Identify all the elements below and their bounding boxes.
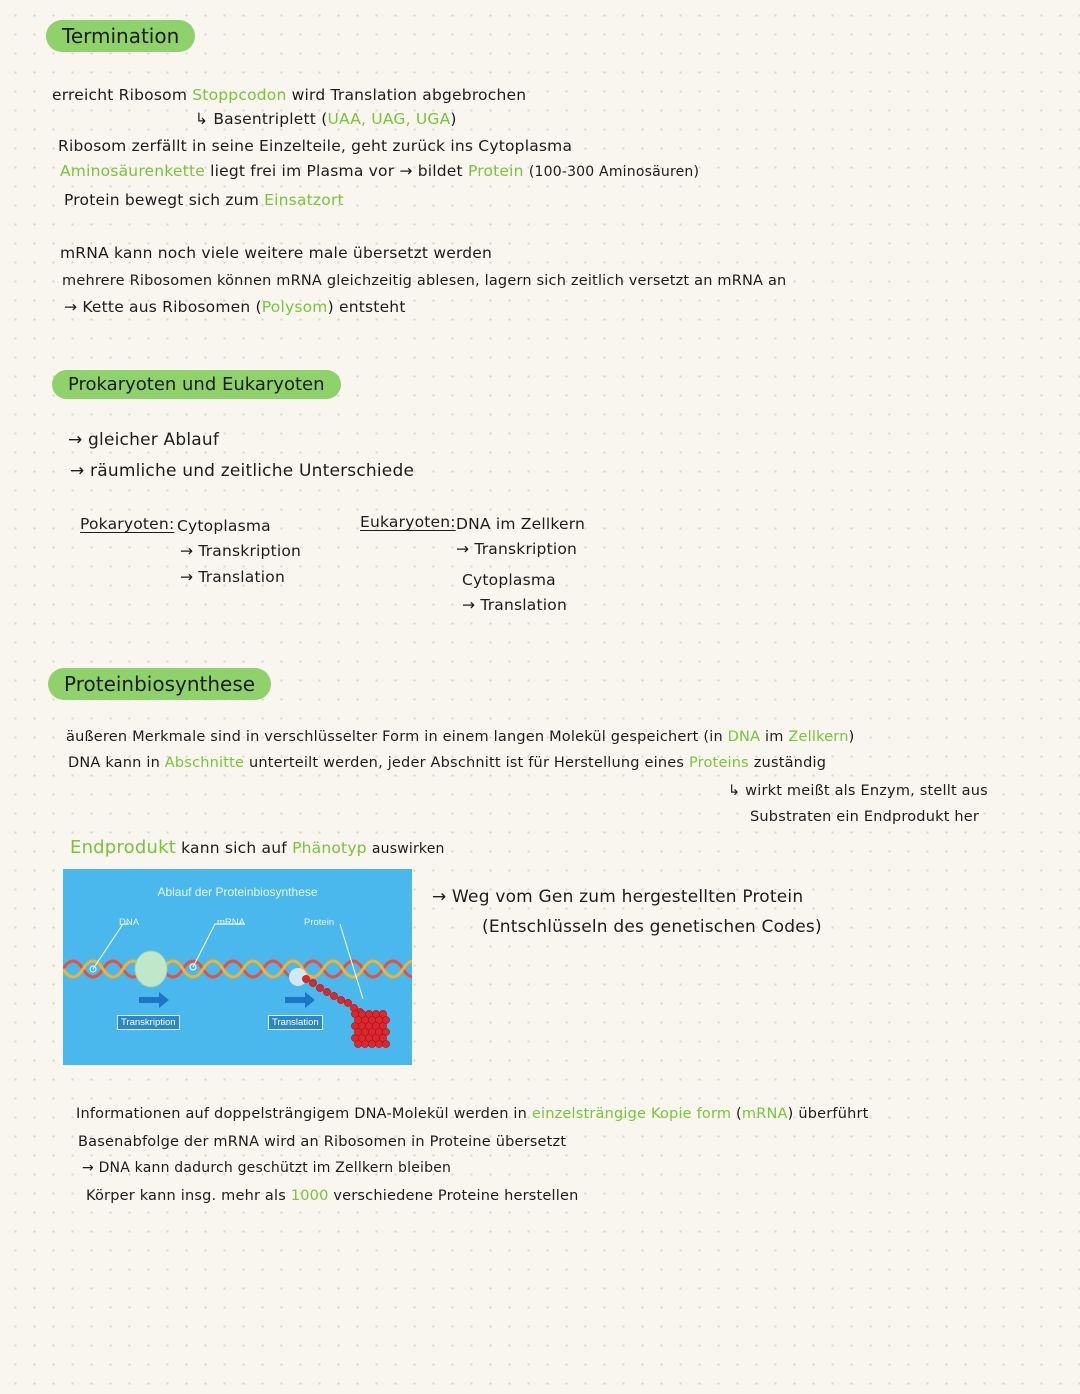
text: → Kette aus Ribosomen ( <box>64 298 262 316</box>
text: äußeren Merkmale sind in verschlüsselter Form in einem langen Molekül gespeichert (in <box>66 729 723 745</box>
text-line: mRNA kann noch viele weitere male übersetzt werden <box>60 244 493 262</box>
text-line <box>86 1188 578 1204</box>
text-line: Ribosom zerfällt in seine Einzelteile, geht zurück ins Cytoplasma <box>58 137 573 155</box>
protein-bead <box>337 996 344 1003</box>
highlight-term: Abschnitte <box>164 755 245 771</box>
text-line: → Transkription <box>456 540 578 558</box>
text: ) <box>848 729 855 745</box>
protein-bead <box>316 984 323 991</box>
text-line: ↳ wirkt meißt als Enzym, stellt aus <box>728 783 988 799</box>
heading-prok-euk: Prokaryoten und Eukaryoten <box>52 370 341 399</box>
arrow-translation <box>285 992 315 1008</box>
text-line: Substraten ein Endprodukt her <box>750 809 980 825</box>
text-line <box>195 110 457 128</box>
highlight-term: Zellkern <box>788 729 849 745</box>
figure-tag-translation: Translation <box>268 1015 323 1030</box>
text-line <box>76 1106 869 1122</box>
text: ) entsteht <box>327 298 406 316</box>
highlight-term: einzelsträngige Kopie form <box>531 1106 732 1122</box>
heading-proteinbiosynthese: Proteinbiosynthese <box>48 668 271 700</box>
highlight-term: 1000 <box>290 1188 329 1204</box>
highlight-term: Einsatzort <box>264 191 344 209</box>
text: unterteilt werden, jeder Abschnitt ist für Herstellung eines <box>248 755 685 771</box>
highlight-term: Polysom <box>261 298 328 316</box>
polymerase <box>135 951 167 987</box>
text-line: → Translation <box>180 568 285 586</box>
text-line: Basenabfolge der mRNA wird an Ribosomen in Proteine übersetzt <box>78 1134 567 1150</box>
heading-termination: Termination <box>46 20 195 52</box>
protein-bead <box>302 975 309 982</box>
text-line: → Transkription <box>180 542 302 560</box>
prokaryoten-title: Pokaryoten: <box>80 515 175 533</box>
text-line: Cytoplasma <box>177 517 271 535</box>
text: auswirken <box>371 841 445 857</box>
text: ↳ Basentriplett ( <box>195 110 328 128</box>
text-line: (Entschlüsseln des genetischen Codes) <box>482 917 822 937</box>
text: DNA kann in <box>68 755 160 771</box>
protein-bead <box>375 1040 382 1047</box>
text: im <box>765 729 784 745</box>
text: ) überführt <box>787 1106 869 1122</box>
text-line <box>66 729 854 745</box>
text-line: → räumliche und zeitliche Unterschiede <box>70 461 415 481</box>
text-line <box>60 162 699 180</box>
text: ( <box>736 1106 742 1122</box>
text: Informationen auf doppelsträngigem DNA-Molekül werden in <box>76 1106 528 1122</box>
text-line: DNA im Zellkern <box>456 515 586 533</box>
highlight-term: Protein <box>467 162 524 180</box>
text: zuständig <box>753 755 827 771</box>
text-line <box>70 837 445 858</box>
protein-bead <box>382 1040 389 1047</box>
figure-label-protein: Protein <box>304 917 335 928</box>
highlight-term: Proteins <box>688 755 749 771</box>
arrow-transcription <box>139 992 169 1008</box>
text: Protein bewegt sich zum <box>64 191 260 209</box>
protein-bead <box>330 992 337 999</box>
figure-label-mrna: mRNA <box>217 917 245 928</box>
highlight-term: Stoppcodon <box>192 86 287 104</box>
text: wird Translation abgebrochen <box>291 86 527 104</box>
text-line: → DNA kann dadurch geschützt im Zellkern bleiben <box>82 1160 452 1176</box>
highlight-term: mRNA <box>741 1106 788 1122</box>
text: erreicht Ribosom <box>52 86 188 104</box>
text: (100-300 Aminosäuren) <box>528 164 700 180</box>
text-line: → Weg vom Gen zum hergestellten Protein <box>432 887 804 907</box>
text-line: mehrere Ribosomen können mRNA gleichzeitig ablesen, lagern sich zeitlich versetzt an mRNA an <box>62 273 787 289</box>
text-line <box>64 298 406 316</box>
figure-label-dna: DNA <box>119 917 140 928</box>
protein-bead <box>354 1040 361 1047</box>
protein-bead <box>344 999 351 1006</box>
text-line: Cytoplasma <box>462 571 556 589</box>
text-line: → Translation <box>462 596 567 614</box>
eukaryoten-title: Eukaryoten: <box>360 513 456 531</box>
text-line <box>52 86 526 104</box>
highlight-term: Endprodukt <box>70 837 176 858</box>
protein-bead <box>309 979 316 986</box>
figure-proteinbiosynthese <box>63 869 412 1065</box>
text: liegt frei im Plasma vor → bildet <box>210 162 463 180</box>
highlight-term: Phänotyp <box>292 839 367 857</box>
text: ) <box>450 110 457 128</box>
text-line <box>68 755 826 771</box>
highlight-term: DNA <box>727 729 761 745</box>
text-line <box>64 191 344 209</box>
pointer-mrna <box>193 924 245 967</box>
text: verschiedene Proteine herstellen <box>333 1188 579 1204</box>
pointer-protein <box>340 924 363 999</box>
protein-bead <box>361 1040 368 1047</box>
figure-tag-transcription: Transkription <box>117 1015 180 1030</box>
protein-bead <box>323 988 330 995</box>
text: Körper kann insg. mehr als <box>86 1188 287 1204</box>
highlight-term: UAA, UAG, UGA <box>327 110 451 128</box>
text: kann sich auf <box>181 839 287 857</box>
protein-bead <box>368 1040 375 1047</box>
highlight-term: Aminosäurenkette <box>60 162 205 180</box>
figure-title: Ablauf der Proteinbiosynthese <box>157 885 318 899</box>
text-line: → gleicher Ablauf <box>68 430 220 450</box>
protein-chain <box>302 975 389 1047</box>
